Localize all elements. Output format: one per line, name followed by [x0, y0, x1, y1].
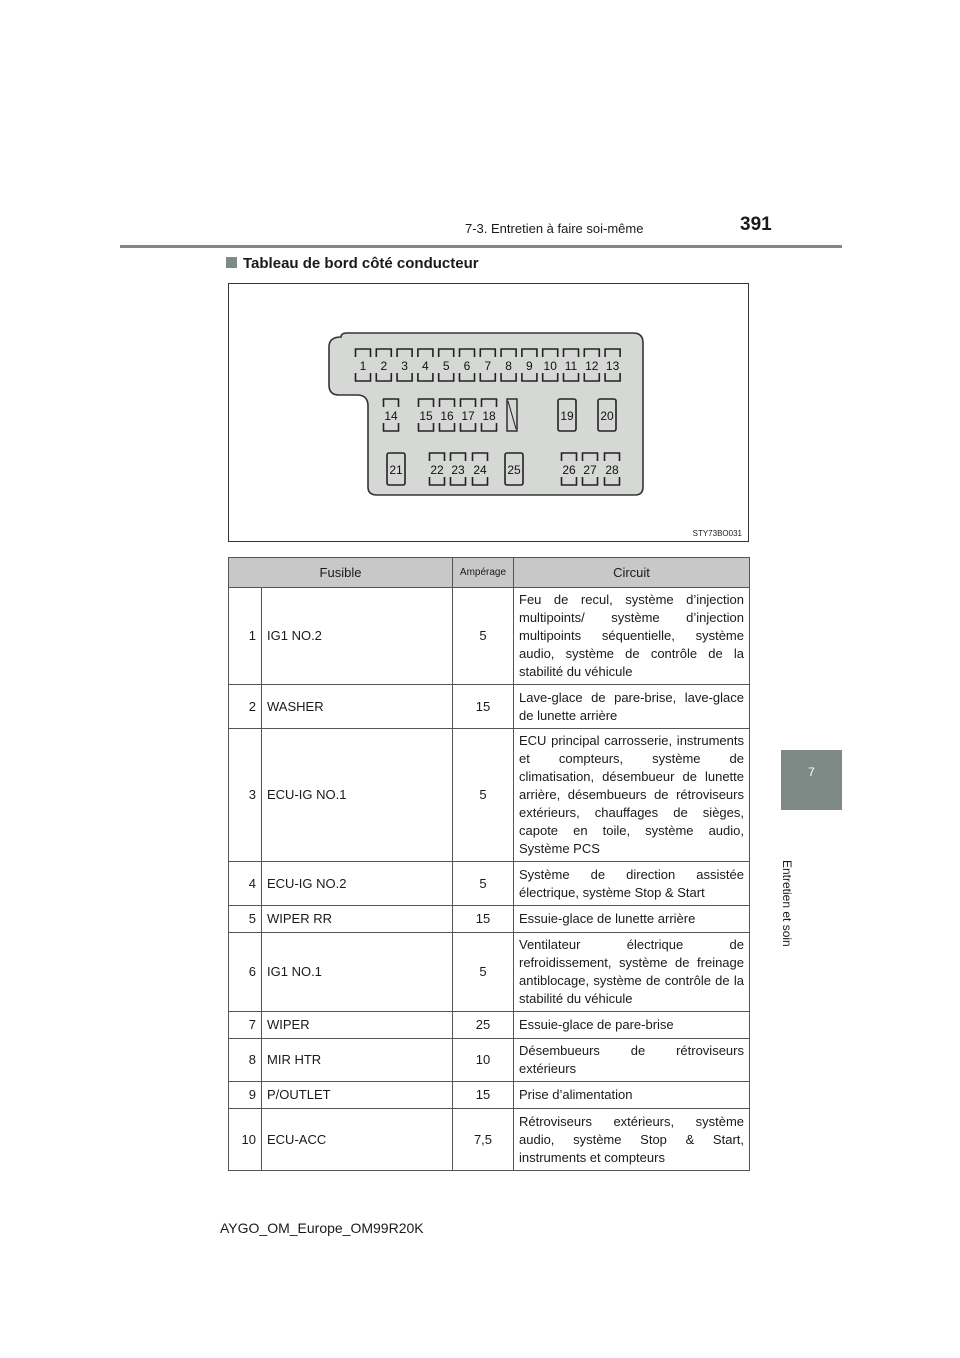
cell-amp: 5 [453, 862, 514, 906]
col-fuse: Fusible [229, 558, 453, 588]
fuse-number-label: 11 [564, 359, 578, 373]
fuse-number-label: 23 [451, 463, 465, 477]
table-header-row [229, 558, 750, 588]
cell-name: ECU-IG NO.1 [262, 729, 453, 862]
cell-circuit: Lave-glace de pare-brise, lave-glace de lunette arrière [514, 685, 750, 729]
fuse-number-label: 3 [401, 359, 408, 373]
square-bullet-icon [226, 257, 237, 268]
fuse-box-diagram [228, 283, 749, 542]
cell-amp: 25 [453, 1012, 514, 1039]
section-title: 7-3. Entretien à faire soi-même [465, 221, 644, 236]
fuse-number-label: 4 [422, 359, 429, 373]
cell-num: 1 [229, 588, 262, 685]
fuse-number-label: 20 [600, 409, 614, 423]
cell-amp: 15 [453, 1082, 514, 1109]
cell-num: 9 [229, 1082, 262, 1109]
fuse-number-label: 27 [583, 463, 597, 477]
cell-circuit: Ventilateur électrique de refroidissement, système de freinage antiblocage, système de contrôle de la stabilité du véhicule [514, 933, 750, 1012]
cell-amp: 5 [453, 729, 514, 862]
cell-amp: 5 [453, 588, 514, 685]
cell-num: 7 [229, 1012, 262, 1039]
cell-circuit: Désembueurs de rétroviseurs extérieurs [514, 1039, 750, 1082]
fuse-number-label: 22 [430, 463, 444, 477]
fuse-number-label: 18 [482, 409, 496, 423]
fuse-number-label: 28 [605, 463, 619, 477]
table-row [229, 685, 750, 729]
table-row [229, 1082, 750, 1109]
cell-name: WIPER [262, 1012, 453, 1039]
fuse-number-label: 16 [440, 409, 454, 423]
cell-amp: 15 [453, 685, 514, 729]
cell-name: P/OUTLET [262, 1082, 453, 1109]
fuse-number-label: 19 [560, 409, 574, 423]
header-rule [120, 245, 842, 248]
cell-name: ECU-IG NO.2 [262, 862, 453, 906]
page-number: 391 [740, 214, 772, 235]
cell-circuit: Système de direction assistée électrique, système Stop & Start [514, 862, 750, 906]
table-row [229, 729, 750, 862]
footer-doc-id: AYGO_OM_Europe_OM99R20K [220, 1220, 424, 1236]
fuse-number-label: 17 [461, 409, 475, 423]
cell-circuit: Feu de recul, système d’injection multipoints/ système d’injection multipoints séquentielle, système audio, système de contrôle de la stabilité du véhicule [514, 588, 750, 685]
table-row [229, 1012, 750, 1039]
section-heading [226, 255, 479, 272]
cell-name: ECU-ACC [262, 1109, 453, 1171]
cell-name: MIR HTR [262, 1039, 453, 1082]
fuse-number-label: 7 [484, 359, 492, 373]
cell-num: 6 [229, 933, 262, 1012]
fuse-number-label: 5 [442, 359, 450, 373]
fuse-number-label: 14 [384, 409, 398, 423]
fuse-number-label: 25 [507, 463, 521, 477]
table-row [229, 588, 750, 685]
cell-num: 5 [229, 906, 262, 933]
cell-amp: 15 [453, 906, 514, 933]
cell-name: IG1 NO.1 [262, 933, 453, 1012]
table-row [229, 906, 750, 933]
cell-num: 3 [229, 729, 262, 862]
heading-text: Tableau de bord côté conducteur [243, 255, 479, 272]
chapter-tab: 7 [781, 750, 842, 810]
col-circuit: Circuit [514, 558, 750, 588]
cell-amp: 10 [453, 1039, 514, 1082]
cell-num: 2 [229, 685, 262, 729]
col-amperage: Ampérage [453, 558, 514, 588]
diagram-code: STY73BO031 [692, 529, 742, 538]
cell-name: WASHER [262, 685, 453, 729]
cell-num: 8 [229, 1039, 262, 1082]
cell-circuit: Rétroviseurs extérieurs, système audio, système Stop & Start, instruments et compteurs [514, 1109, 750, 1171]
table-row [229, 933, 750, 1012]
fuse-table [228, 557, 750, 1171]
fuse-number-label: 2 [380, 359, 388, 373]
cell-amp: 7,5 [453, 1109, 514, 1171]
cell-name: WIPER RR [262, 906, 453, 933]
cell-circuit: Prise d’alimentation [514, 1082, 750, 1109]
cell-circuit: ECU principal carrosserie, instruments et compteurs, système de climatisation, désembueur de lunette arrière, désembueurs de rétroviseurs extérieurs, chauffages de sièges, capote en toile, système audio, Système PCS [514, 729, 750, 862]
fuse-number-label: 1 [359, 359, 367, 373]
fuse-number-label: 15 [419, 409, 433, 423]
fuse-number-label: 26 [562, 463, 576, 477]
table-row [229, 862, 750, 906]
cell-amp: 5 [453, 933, 514, 1012]
fuse-number-label: 12 [585, 359, 599, 373]
cell-num: 4 [229, 862, 262, 906]
cell-name: IG1 NO.2 [262, 588, 453, 685]
fuse-box-svg [229, 284, 748, 541]
cell-num: 10 [229, 1109, 262, 1171]
fuse-number-label: 13 [605, 359, 620, 373]
table-row [229, 1109, 750, 1171]
fuse-number-label: 8 [505, 359, 512, 373]
cell-circuit: Essuie-glace de pare-brise [514, 1012, 750, 1039]
fuse-number-label: 6 [463, 359, 471, 373]
cell-circuit: Essuie-glace de lunette arrière [514, 906, 750, 933]
chapter-label: Entretien et soin [780, 860, 794, 947]
fuse-number-label: 9 [526, 359, 533, 373]
table-row [229, 1039, 750, 1082]
fuse-number-label: 21 [389, 463, 403, 477]
fuse-number-label: 24 [473, 463, 487, 477]
fuse-number-label: 10 [543, 359, 557, 373]
